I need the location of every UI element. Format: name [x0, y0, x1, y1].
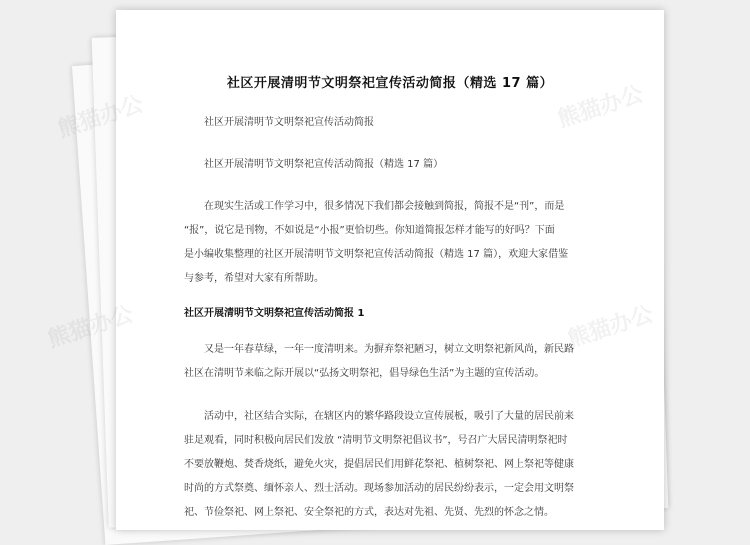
paragraph-line: 又是一年春草绿，一年一度清明来。为摒弃祭祀陋习，树立文明祭祀新风尚，新民路 [204, 344, 574, 355]
watermark: 熊猫办公 [564, 301, 657, 353]
paragraph-line: 驻足观看，同时积极向居民们发放 “清明节文明祭祀倡议书”，号召广大居民清明祭祀时 [184, 435, 568, 446]
intro-line: “报”，说它是刊物，不如说是“小报”更恰切些。你知道简报怎样才能写的好吗？下面 [184, 225, 555, 236]
watermark: 熊猫办公 [554, 81, 647, 133]
document-page [116, 10, 664, 530]
paragraph-line: 活动中，社区结合实际，在辖区内的繁华路段设立宣传展板，吸引了大量的居民前来 [204, 411, 574, 422]
intro-line: 与参考，希望对大家有所帮助。 [184, 273, 324, 284]
paragraph-line: 时尚的方式祭奠、缅怀亲人、烈士活动。现场参加活动的居民纷纷表示，一定会用文明祭 [184, 483, 574, 494]
subtitle-2: 社区开展清明节文明祭祀宣传活动简报（精选 17 篇） [204, 159, 444, 170]
intro-line: 是小编收集整理的社区开展清明节文明祭祀宣传活动简报（精选 17 篇），欢迎大家借鉴 [184, 249, 569, 260]
intro-line: 在现实生活或工作学习中，很多情况下我们都会接触到简报，简报不是“刊”，而是 [204, 201, 565, 212]
document-title: 社区开展清明节文明祭祀宣传活动简报（精选 17 篇） [226, 76, 554, 91]
subtitle-1: 社区开展清明节文明祭祀宣传活动简报 [204, 117, 374, 128]
section-heading: 社区开展清明节文明祭祀宣传活动简报 1 [184, 308, 365, 319]
paragraph-line: 不要放鞭炮、焚香烧纸，避免火灾，提倡居民们用鲜花祭祀、植树祭祀、网上祭祀等健康 [184, 459, 574, 470]
paragraph-line: 社区在清明节来临之际开展以“弘扬文明祭祀，倡导绿色生活”为主题的宣传活动。 [184, 368, 545, 379]
paragraph-line: 祀、节俭祭祀、网上祭祀、安全祭祀的方式，表达对先祖、先贤、先烈的怀念之情。 [184, 507, 554, 518]
